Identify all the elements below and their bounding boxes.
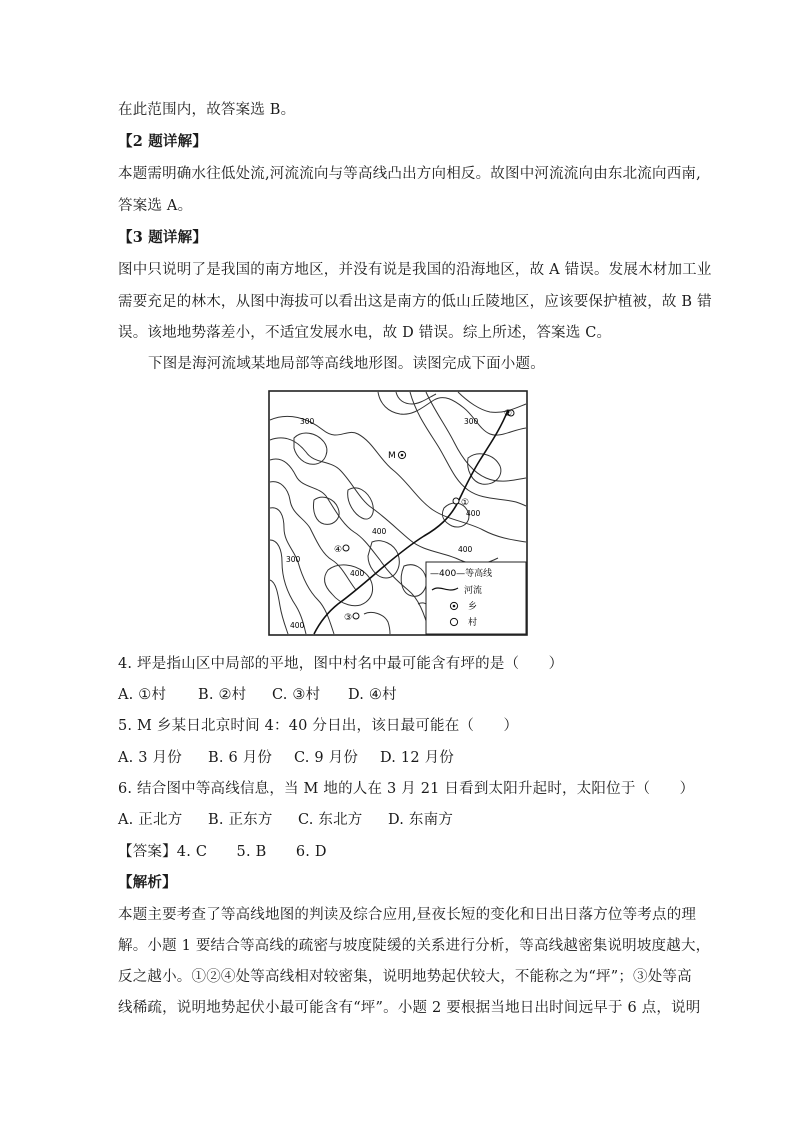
figure-intro: 下图是海河流域某地局部等高线地形图。读图完成下面小题。 — [148, 356, 545, 372]
option-c[interactable]: C. 东北方 — [298, 812, 363, 828]
village-label: ① — [461, 498, 470, 508]
analysis-heading: 【解析】 — [118, 874, 177, 891]
text-line: 在此范围内，故答案选 B。 — [118, 102, 296, 118]
option-b[interactable]: B. ②村 — [198, 687, 247, 703]
option-d[interactable]: D. 12 月份 — [380, 750, 454, 766]
village-label: ② — [504, 409, 513, 419]
legend-river: 河流 — [464, 586, 483, 596]
contour-label: 400 — [350, 569, 365, 578]
text-line: 需要充足的林木，从图中海拔可以看出这是南方的低山丘陵地区，应该要保护植被，故 B 错 — [118, 294, 712, 310]
text-line: 解。小题 1 要结合等高线的疏密与坡度陡缓的关系进行分析，等高线越密集说明坡度越大， — [118, 938, 711, 954]
contour-label: 400 — [372, 527, 387, 536]
question-4-options — [118, 685, 678, 705]
option-a[interactable]: A. 正北方 — [118, 812, 183, 828]
contour-map-svg — [268, 390, 528, 636]
option-a[interactable]: A. 3 月份 — [118, 750, 182, 766]
option-b[interactable]: B. 6 月份 — [208, 750, 273, 766]
answer-line: 【答案】4. C 5. B 6. D — [118, 844, 327, 860]
village-marker — [453, 498, 459, 504]
option-c[interactable]: C. ③村 — [272, 687, 321, 703]
question-5-options — [118, 748, 678, 768]
text-line: 误。该地地势落差小，不适宜发展水电，故 D 错误。综上所述，答案选 C。 — [118, 325, 612, 341]
legend-village: 村 — [468, 618, 478, 628]
text-line: 本题主要考查了等高线地图的判读及综合应用,昼夜长短的变化和日出日落方位等考点的理 — [118, 907, 697, 923]
option-c[interactable]: C. 9 月份 — [294, 750, 359, 766]
legend-township: 乡 — [468, 602, 478, 612]
contour-label: 400 — [466, 509, 481, 518]
village-label: ③ — [344, 613, 353, 623]
village-label: ④ — [334, 545, 343, 555]
contour-label: 300 — [300, 417, 315, 426]
legend-contour: —400—等高线 — [430, 569, 493, 579]
village-marker — [343, 545, 349, 551]
option-d[interactable]: D. ④村 — [348, 687, 397, 703]
question-6: 6. 结合图中等高线信息，当 M 地的人在 3 月 21 日看到太阳升起时，太阳位于（ ） — [118, 781, 695, 797]
option-b[interactable]: B. 正东方 — [208, 812, 273, 828]
text-line: 图中只说明了是我国的南方地区，并没有说是我国的沿海地区，故 A 错误。发展木材加工业 — [118, 262, 712, 278]
option-a[interactable]: A. ①村 — [118, 687, 167, 703]
option-d[interactable]: D. 东南方 — [388, 812, 454, 828]
question-6-options — [118, 810, 678, 830]
text-line: 线稀疏，说明地势起伏小最可能含有“坪”。小题 2 要根据当地日出时间远早于 6 点，说明 — [118, 1000, 701, 1016]
text-line: 反之越小。①②④处等高线相对较密集，说明地势起伏较大，不能称之为“坪”；③处等高 — [118, 969, 692, 985]
contour-label: 400 — [290, 621, 305, 630]
contour-map — [268, 390, 528, 636]
section-heading-q3: 【3 题详解】 — [118, 229, 208, 246]
section-heading-q2: 【2 题详解】 — [118, 133, 208, 150]
contour-label: 400 — [458, 545, 473, 554]
question-4: 4. 坪是指山区中局部的平地，图中村名中最可能含有坪的是（ ） — [118, 656, 564, 672]
contour-label: 300 — [464, 417, 479, 426]
contour-label: 300 — [286, 555, 301, 564]
text-line: 答案选 A。 — [118, 198, 193, 214]
township-label: M — [388, 451, 396, 461]
village-marker — [353, 613, 359, 619]
text-line: 本题需明确水往低处流,河流流向与等高线凸出方向相反。故图中河流流向由东北流向西南, — [118, 166, 701, 182]
question-5: 5. M 乡某日北京时间 4：40 分日出，该日最可能在（ ） — [118, 718, 519, 734]
